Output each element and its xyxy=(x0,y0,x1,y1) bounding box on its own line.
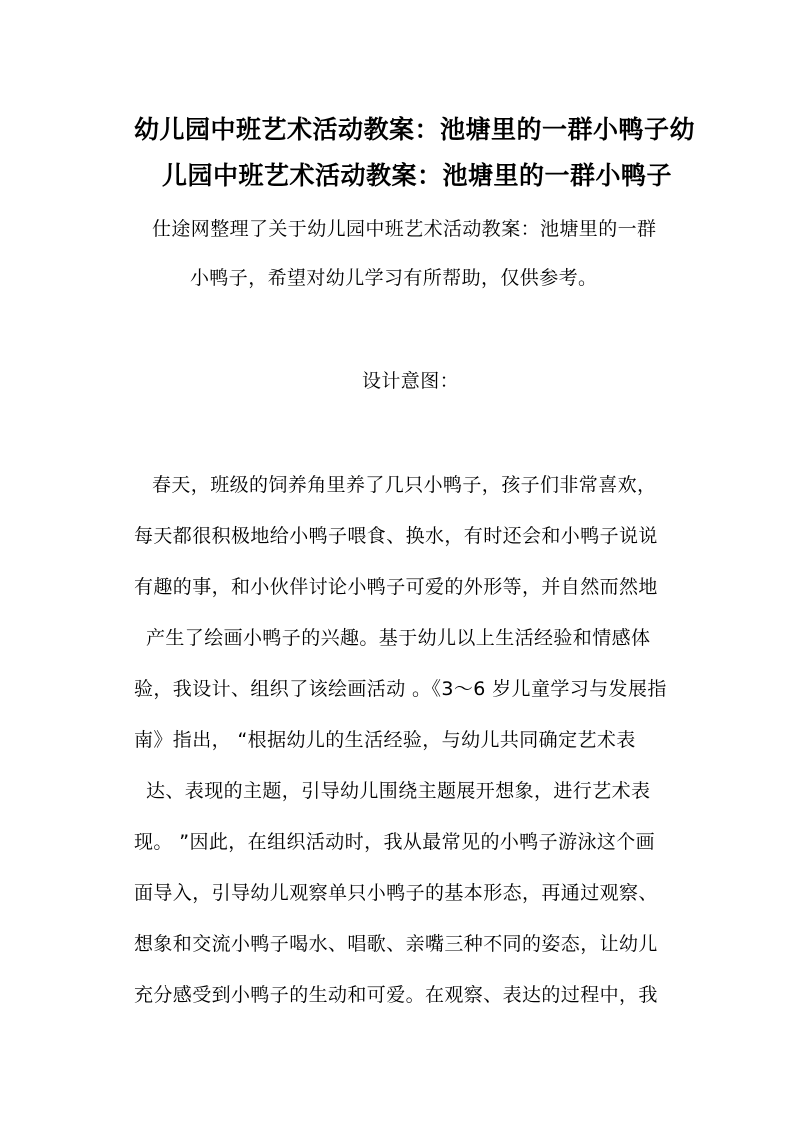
body-line-1: 春天，班级的饲养角里养了几只小鸭子，孩子们非常喜欢， xyxy=(152,474,657,496)
body-line-6: 南》指出， “根据幼儿的生活经验，与幼儿共同确定艺术表 xyxy=(134,729,636,751)
body-line-2: 每天都很积极地给小鸭子喂食、换水，有时还会和小鸭子说说 xyxy=(134,525,658,547)
body-line-11: 充分感受到小鸭子的生动和可爱。在观察、表达的过程中，我 xyxy=(134,984,658,1006)
body-line-10: 想象和交流小鸭子喝水、唱歌、亲嘴三种不同的姿态，让幼儿 xyxy=(134,933,658,955)
body-line-7: 达、表现的主题，引导幼儿围绕主题展开想象，进行艺术表 xyxy=(146,780,651,802)
body-line-3: 有趣的事，和小伙伴讨论小鸭子可爱的外形等，并自然而然地 xyxy=(134,576,658,598)
body-line-4: 产生了绘画小鸭子的兴趣。基于幼儿以上生活经验和情感体 xyxy=(146,627,651,649)
body-line-5: 验，我设计、组织了该绘画活动 。《3～6 岁儿童学习与发展指 xyxy=(134,678,667,700)
intro-line-2: 小鸭子，希望对幼儿学习有所帮助，仅供参考。 xyxy=(190,267,598,289)
body-line-9: 面导入，引导幼儿观察单只小鸭子的基本形态，再通过观察、 xyxy=(134,882,658,904)
intro-line-1: 仕途网整理了关于幼儿园中班艺术活动教案：池塘里的一群 xyxy=(152,218,657,240)
document-title-line-1: 幼儿园中班艺术活动教案：池塘里的一群小鸭子幼 xyxy=(134,115,696,144)
body-line-8: 现。 ”因此，在组织活动时，我从最常见的小鸭子游泳这个画 xyxy=(134,831,656,853)
document-title-line-2: 儿园中班艺术活动教案：池塘里的一群小鸭子 xyxy=(162,161,673,190)
section-heading: 设计意图： xyxy=(362,370,460,392)
